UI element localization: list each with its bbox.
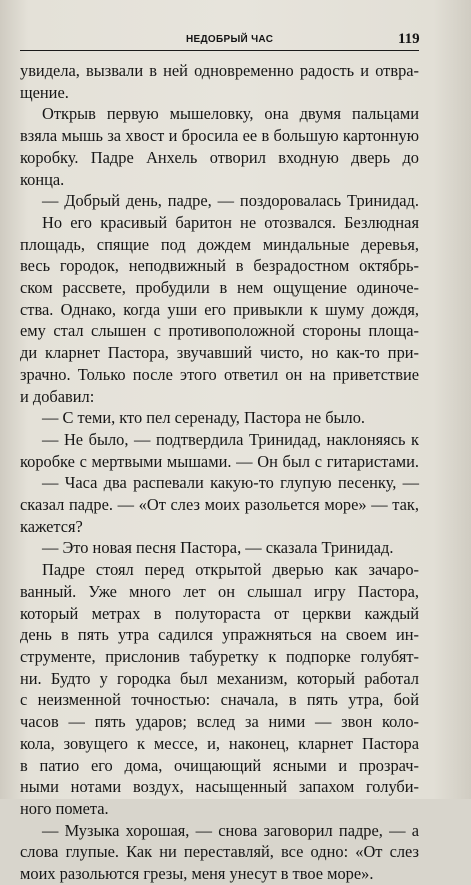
body-text — [20, 60, 419, 885]
running-title: НЕДОБРЫЙ ЧАС — [186, 34, 274, 45]
text-line: ного помета. — [20, 798, 109, 818]
text-line: конца. — [20, 169, 65, 189]
text-line: который метрах в полутораста от церкви каждый — [20, 603, 419, 623]
text-line: струменте, прислонив табуретку к подпорке голубят- — [20, 646, 419, 666]
text-line: взяла мышь за хвост и бросила ее в большую картонную — [20, 126, 419, 146]
text-line: — Это новая песня Пастора, — сказала Тринидад. — [42, 538, 394, 558]
text-line: — Музыка хорошая, — снова заговорил падре, — а — [42, 820, 419, 840]
text-line: и добавил: — [20, 386, 95, 406]
text-line: зрачно. Только после этого ответил он на приветствие — [20, 364, 419, 384]
text-line: ди кларнет Пастора, звучавший чисто, но как-то при- — [20, 343, 419, 363]
text-line: ни. Будто у городка был механизм, который работал — [20, 668, 419, 688]
text-line: — С теми, кто пел серенаду, Пастора не было. — [42, 408, 366, 428]
text-line: ему стал слышен с противоположной стороны площа- — [20, 321, 419, 341]
page-header — [0, 30, 471, 50]
text-line: коробке с мертвыми мышами. — Он был с гитаристами. — [20, 451, 419, 471]
text-line: ском рассвете, пробудили в нем ощущение одиноче- — [20, 278, 419, 298]
text-line: кола, зовущего к мессе, и, наконец, кларнет Пастора — [20, 733, 419, 753]
text-line: — Часа два распевали какую-то глупую песенку, — — [42, 473, 419, 493]
header-rule — [20, 50, 419, 51]
text-line: коробку. Падре Анхель отворил входную дверь до — [20, 147, 419, 167]
text-line: с неизменной точностью: сначала, в пять утра, бой — [20, 690, 419, 710]
text-line: Падре стоял перед открытой дверью как зачаро- — [42, 560, 419, 580]
text-line: ства. Однако, когда уши его привыкли к шуму дождя, — [20, 299, 419, 319]
text-line: сказал падре. — «От слез моих разольется море» — так, — [20, 495, 419, 515]
text-line: увидела, вызвали в ней одновременно радость и отвра- — [20, 61, 419, 80]
text-line: щение. — [20, 82, 69, 102]
text-line: часов — пять ударов; вслед за ними — звон коло- — [20, 712, 419, 732]
text-line: — Не было, — подтвердила Тринидад, наклоняясь к — [42, 429, 419, 449]
text-line: слова глупые. Как ни переставляй, все одно: «От слез — [20, 842, 419, 862]
text-line: Открыв первую мышеловку, она двумя пальцами — [42, 104, 419, 124]
text-line: моих разольются грезы, меня унесут в твое море». — [20, 864, 374, 884]
text-line: площадь, спящие под дождем миндальные деревья, — [20, 234, 419, 254]
text-line: кажется? — [20, 516, 83, 536]
text-line: ванный. Уже много лет он слышал игру Пастора, — [20, 581, 419, 601]
text-line: ными нотами воздух, насыщенный запахом голуби- — [20, 777, 419, 797]
text-line: весь городок, неподвижный в безрадостном октябрь- — [20, 256, 419, 276]
text-line: Но его красивый баритон не отозвался. Безлюдная — [42, 212, 419, 232]
text-line: в патио его дома, очищающий ясными и прозрач- — [20, 755, 419, 775]
text-line: день в пять утра садился упражняться на своем ин- — [20, 625, 419, 645]
text-line: — Добрый день, падре, — поздоровалась Тринидад. — [42, 191, 419, 211]
page-number: 119 — [398, 31, 420, 47]
